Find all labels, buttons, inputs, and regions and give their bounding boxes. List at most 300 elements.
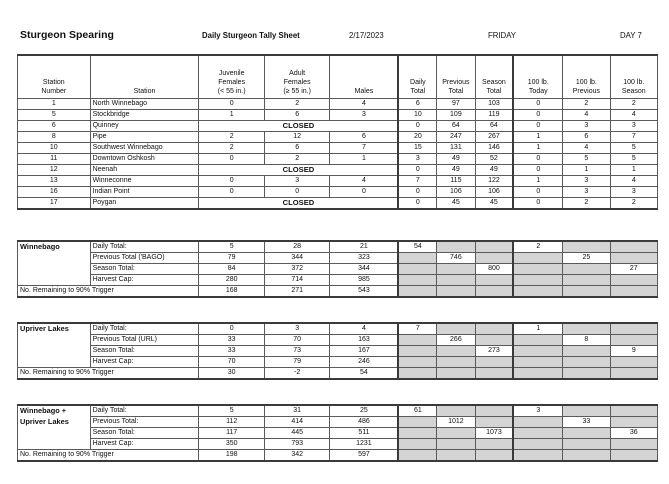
shaded-cell — [513, 417, 562, 428]
shaded-cell — [513, 335, 562, 346]
remaining-males-cell: 597 — [330, 450, 399, 462]
lb-today-cell: 0 — [513, 110, 562, 121]
shaded-cell — [563, 264, 610, 275]
header-station-number: Station Number — [18, 55, 91, 99]
station-number-cell: 6 — [18, 121, 91, 132]
group-name-cell — [18, 275, 91, 286]
remaining-juvenile-cell: 30 — [199, 368, 265, 380]
station-number-cell: 12 — [18, 165, 91, 176]
remaining-adult-cell: -2 — [264, 368, 330, 380]
males-cell: 7 — [330, 143, 399, 154]
shaded-cell — [437, 323, 475, 335]
remaining-label-cell: No. Remaining to 90% Trigger — [18, 450, 199, 462]
group-previous-total: 266 — [437, 335, 475, 346]
shaded-cell — [610, 286, 657, 298]
remaining-adult-cell: 342 — [264, 450, 330, 462]
shaded-cell — [563, 357, 610, 368]
group-daily-total: 61 — [398, 405, 436, 417]
shaded-cell — [563, 323, 610, 335]
shaded-cell — [437, 357, 475, 368]
daily-total-cell: 7 — [398, 176, 436, 187]
shaded-cell — [610, 357, 657, 368]
station-number-cell: 5 — [18, 110, 91, 121]
adult-females-cell: 6 — [264, 143, 330, 154]
lb-today-cell: 0 — [513, 121, 562, 132]
lb-previous-cell: 2 — [563, 99, 610, 110]
remaining-adult-cell: 271 — [264, 286, 330, 298]
juvenile-females-cell: 0 — [199, 99, 265, 110]
group-lb-previous: 33 — [563, 417, 610, 428]
lb-today-cell: 1 — [513, 176, 562, 187]
lb-previous-cell: 4 — [563, 143, 610, 154]
season-total-cell: 64 — [475, 121, 513, 132]
summary-juvenile-cell: 112 — [199, 417, 265, 428]
summary-label-cell: Previous Total (URL) — [90, 335, 199, 346]
juvenile-females-cell: 1 — [199, 110, 265, 121]
lb-previous-cell: 3 — [563, 121, 610, 132]
shaded-cell — [513, 286, 562, 298]
daily-total-cell: 3 — [398, 154, 436, 165]
station-number-cell: 11 — [18, 154, 91, 165]
header-100lb-season: 100 lb. Season — [610, 55, 657, 99]
station-name-cell: Stockbridge — [90, 110, 199, 121]
summary-juvenile-cell: 280 — [199, 275, 265, 286]
station-row — [18, 99, 658, 110]
lb-season-cell: 1 — [610, 165, 657, 176]
season-total-cell: 119 — [475, 110, 513, 121]
males-cell: 1 — [330, 154, 399, 165]
shaded-cell — [563, 450, 610, 462]
previous-total-cell: 97 — [437, 99, 475, 110]
daily-total-cell: 0 — [398, 121, 436, 132]
station-number-cell: 1 — [18, 99, 91, 110]
summary-males-cell: 163 — [330, 335, 399, 346]
group-name-cell — [18, 439, 91, 450]
summary-label-cell: Daily Total: — [90, 323, 199, 335]
summary-row — [18, 428, 658, 439]
station-number-cell: 13 — [18, 176, 91, 187]
summary-males-cell: 21 — [330, 241, 399, 253]
shaded-cell — [475, 417, 513, 428]
shaded-cell — [437, 439, 475, 450]
summary-row — [18, 275, 658, 286]
station-number-cell: 16 — [18, 187, 91, 198]
adult-females-cell: 0 — [264, 187, 330, 198]
shaded-cell — [610, 275, 657, 286]
shaded-cell — [398, 275, 436, 286]
summary-males-cell: 167 — [330, 346, 399, 357]
station-name-cell: Winneconne — [90, 176, 199, 187]
shaded-cell — [610, 241, 657, 253]
group-name-cell — [18, 253, 91, 264]
shaded-cell — [513, 275, 562, 286]
station-row — [18, 132, 658, 143]
summary-juvenile-cell: 84 — [199, 264, 265, 275]
summary-row — [18, 241, 658, 253]
shaded-cell — [563, 405, 610, 417]
station-closed-cell: CLOSED — [199, 198, 399, 210]
summary-juvenile-cell: 350 — [199, 439, 265, 450]
daily-total-cell: 6 — [398, 99, 436, 110]
summary-label-cell: Previous Total ('BAGO) — [90, 253, 199, 264]
group-lb-today: 1 — [513, 323, 562, 335]
station-row — [18, 165, 658, 176]
lb-season-cell: 3 — [610, 187, 657, 198]
summary-juvenile-cell: 33 — [199, 346, 265, 357]
previous-total-cell: 49 — [437, 165, 475, 176]
station-name-cell: Southwest Winnebago — [90, 143, 199, 154]
previous-total-cell: 109 — [437, 110, 475, 121]
juvenile-females-cell: 0 — [199, 176, 265, 187]
remaining-row — [18, 286, 658, 298]
season-total-cell: 49 — [475, 165, 513, 176]
station-row — [18, 198, 658, 210]
group-season-total: 800 — [475, 264, 513, 275]
station-number-cell: 10 — [18, 143, 91, 154]
group-daily-total: 7 — [398, 323, 436, 335]
group-name-cell: Winnebago + — [18, 405, 91, 417]
season-total-cell: 267 — [475, 132, 513, 143]
group-daily-total: 54 — [398, 241, 436, 253]
daily-total-cell: 20 — [398, 132, 436, 143]
shaded-cell — [437, 264, 475, 275]
lb-today-cell: 0 — [513, 165, 562, 176]
lb-season-cell: 5 — [610, 143, 657, 154]
header-adult: Adult Females (≥ 55 in.) — [264, 55, 330, 99]
shaded-cell — [475, 323, 513, 335]
lb-previous-cell: 5 — [563, 154, 610, 165]
previous-total-cell: 131 — [437, 143, 475, 154]
shaded-cell — [398, 368, 436, 380]
daily-total-cell: 0 — [398, 198, 436, 210]
header-station: Station — [90, 55, 199, 99]
shaded-cell — [398, 439, 436, 450]
header-previous-total: Previous Total — [437, 55, 475, 99]
summary-row — [18, 405, 658, 417]
lb-today-cell: 1 — [513, 143, 562, 154]
summary-row — [18, 323, 658, 335]
lb-season-cell: 5 — [610, 154, 657, 165]
station-name-cell: Neenah — [90, 165, 199, 176]
group-name-cell — [18, 335, 91, 346]
sheet-name: Daily Sturgeon Tally Sheet — [202, 31, 300, 40]
summary-males-cell: 246 — [330, 357, 399, 368]
summary-table-combined — [17, 404, 658, 462]
shaded-cell — [513, 368, 562, 380]
shaded-cell — [563, 368, 610, 380]
remaining-juvenile-cell: 168 — [199, 286, 265, 298]
summary-row — [18, 417, 658, 428]
sheet-weekday: FRIDAY — [488, 31, 517, 40]
shaded-cell — [475, 253, 513, 264]
summary-juvenile-cell: 33 — [199, 335, 265, 346]
shaded-cell — [610, 323, 657, 335]
summary-juvenile-cell: 5 — [199, 405, 265, 417]
group-name-cell: Upriver Lakes — [18, 417, 91, 428]
lb-today-cell: 0 — [513, 99, 562, 110]
lb-season-cell: 7 — [610, 132, 657, 143]
group-name-cell: Upriver Lakes — [18, 323, 91, 335]
shaded-cell — [475, 241, 513, 253]
summary-label-cell: Previous Total: — [90, 417, 199, 428]
summary-males-cell: 1231 — [330, 439, 399, 450]
previous-total-cell: 49 — [437, 154, 475, 165]
shaded-cell — [513, 428, 562, 439]
group-season-total: 273 — [475, 346, 513, 357]
lb-today-cell: 1 — [513, 132, 562, 143]
summary-row — [18, 335, 658, 346]
summary-males-cell: 511 — [330, 428, 399, 439]
shaded-cell — [475, 439, 513, 450]
station-row — [18, 176, 658, 187]
summary-label-cell: Season Total: — [90, 264, 199, 275]
shaded-cell — [563, 439, 610, 450]
group-lb-today: 3 — [513, 405, 562, 417]
shaded-cell — [475, 368, 513, 380]
shaded-cell — [610, 335, 657, 346]
station-row — [18, 154, 658, 165]
lb-season-cell: 3 — [610, 121, 657, 132]
summary-label-cell: Daily Total: — [90, 405, 199, 417]
lb-previous-cell: 1 — [563, 165, 610, 176]
shaded-cell — [437, 450, 475, 462]
summary-label-cell: Harvest Cap: — [90, 275, 199, 286]
summary-adult-cell: 344 — [264, 253, 330, 264]
shaded-cell — [398, 417, 436, 428]
summary-males-cell: 985 — [330, 275, 399, 286]
shaded-cell — [398, 450, 436, 462]
summary-row — [18, 357, 658, 368]
shaded-cell — [475, 405, 513, 417]
station-row — [18, 110, 658, 121]
summary-adult-cell: 28 — [264, 241, 330, 253]
remaining-males-cell: 543 — [330, 286, 399, 298]
station-name-cell: Poygan — [90, 198, 199, 210]
males-cell: 3 — [330, 110, 399, 121]
shaded-cell — [398, 286, 436, 298]
lb-previous-cell: 2 — [563, 198, 610, 210]
summary-males-cell: 323 — [330, 253, 399, 264]
juvenile-females-cell: 2 — [199, 143, 265, 154]
summary-juvenile-cell: 5 — [199, 241, 265, 253]
summary-males-cell: 486 — [330, 417, 399, 428]
lb-season-cell: 2 — [610, 99, 657, 110]
group-name-cell: Winnebago — [18, 241, 91, 253]
season-total-cell: 122 — [475, 176, 513, 187]
shaded-cell — [475, 357, 513, 368]
station-number-cell: 17 — [18, 198, 91, 210]
summary-row — [18, 264, 658, 275]
group-name-cell — [18, 428, 91, 439]
summary-row — [18, 439, 658, 450]
shaded-cell — [610, 450, 657, 462]
shaded-cell — [475, 275, 513, 286]
shaded-cell — [610, 417, 657, 428]
previous-total-cell: 106 — [437, 187, 475, 198]
summary-table-winnebago — [17, 240, 658, 298]
shaded-cell — [437, 405, 475, 417]
group-name-cell — [18, 357, 91, 368]
group-lb-season: 9 — [610, 346, 657, 357]
summary-label-cell: Daily Total: — [90, 241, 199, 253]
shaded-cell — [513, 253, 562, 264]
lb-today-cell: 0 — [513, 198, 562, 210]
adult-females-cell: 12 — [264, 132, 330, 143]
remaining-label-cell: No. Remaining to 90% Trigger — [18, 368, 199, 380]
juvenile-females-cell: 0 — [199, 187, 265, 198]
summary-males-cell: 25 — [330, 405, 399, 417]
season-total-cell: 103 — [475, 99, 513, 110]
group-lb-today: 2 — [513, 241, 562, 253]
group-season-total: 1073 — [475, 428, 513, 439]
header-males: Males — [330, 55, 399, 99]
males-cell: 0 — [330, 187, 399, 198]
remaining-label-cell: No. Remaining to 90% Trigger — [18, 286, 199, 298]
remaining-juvenile-cell: 198 — [199, 450, 265, 462]
summary-adult-cell: 31 — [264, 405, 330, 417]
summary-adult-cell: 445 — [264, 428, 330, 439]
shaded-cell — [610, 405, 657, 417]
station-closed-cell: CLOSED — [199, 121, 399, 132]
group-lb-previous: 25 — [563, 253, 610, 264]
station-name-cell: Quinney — [90, 121, 199, 132]
season-total-cell: 52 — [475, 154, 513, 165]
season-total-cell: 45 — [475, 198, 513, 210]
station-tally-table — [17, 54, 658, 210]
station-row — [18, 143, 658, 154]
summary-juvenile-cell: 0 — [199, 323, 265, 335]
header-juvenile: Juvenile Females (< 55 in.) — [199, 55, 265, 99]
summary-adult-cell: 793 — [264, 439, 330, 450]
shaded-cell — [437, 241, 475, 253]
daily-total-cell: 0 — [398, 165, 436, 176]
station-name-cell: Indian Point — [90, 187, 199, 198]
shaded-cell — [513, 264, 562, 275]
header-daily-total: Daily Total — [398, 55, 436, 99]
shaded-cell — [398, 264, 436, 275]
remaining-row — [18, 368, 658, 380]
lb-season-cell: 2 — [610, 198, 657, 210]
summary-label-cell: Harvest Cap: — [90, 357, 199, 368]
shaded-cell — [398, 346, 436, 357]
shaded-cell — [398, 428, 436, 439]
summary-adult-cell: 79 — [264, 357, 330, 368]
summary-males-cell: 4 — [330, 323, 399, 335]
lb-previous-cell: 3 — [563, 176, 610, 187]
juvenile-females-cell: 2 — [199, 132, 265, 143]
adult-females-cell: 3 — [264, 176, 330, 187]
shaded-cell — [610, 253, 657, 264]
shaded-cell — [475, 450, 513, 462]
summary-row — [18, 346, 658, 357]
station-closed-cell: CLOSED — [199, 165, 399, 176]
males-cell: 6 — [330, 132, 399, 143]
header-100lb-today: 100 lb. Today — [513, 55, 562, 99]
shaded-cell — [563, 275, 610, 286]
group-previous-total: 1012 — [437, 417, 475, 428]
daily-total-cell: 0 — [398, 187, 436, 198]
sheet-date: 2/17/2023 — [349, 31, 384, 40]
season-total-cell: 146 — [475, 143, 513, 154]
shaded-cell — [513, 357, 562, 368]
previous-total-cell: 45 — [437, 198, 475, 210]
summary-adult-cell: 414 — [264, 417, 330, 428]
shaded-cell — [437, 428, 475, 439]
summary-table-upriver-lakes — [17, 322, 658, 380]
lb-today-cell: 0 — [513, 154, 562, 165]
previous-total-cell: 64 — [437, 121, 475, 132]
shaded-cell — [475, 286, 513, 298]
summary-juvenile-cell: 70 — [199, 357, 265, 368]
lb-season-cell: 4 — [610, 176, 657, 187]
station-row — [18, 187, 658, 198]
remaining-males-cell: 54 — [330, 368, 399, 380]
summary-label-cell: Harvest Cap: — [90, 439, 199, 450]
station-name-cell: Downtown Oshkosh — [90, 154, 199, 165]
lb-previous-cell: 3 — [563, 187, 610, 198]
shaded-cell — [437, 346, 475, 357]
station-name-cell: North Winnebago — [90, 99, 199, 110]
daily-total-cell: 15 — [398, 143, 436, 154]
juvenile-females-cell: 0 — [199, 154, 265, 165]
shaded-cell — [437, 368, 475, 380]
station-row — [18, 121, 658, 132]
adult-females-cell: 2 — [264, 99, 330, 110]
summary-juvenile-cell: 79 — [199, 253, 265, 264]
header-season-total: Season Total — [475, 55, 513, 99]
shaded-cell — [437, 286, 475, 298]
summary-adult-cell: 70 — [264, 335, 330, 346]
summary-label-cell: Season Total: — [90, 346, 199, 357]
shaded-cell — [513, 450, 562, 462]
shaded-cell — [563, 286, 610, 298]
shaded-cell — [513, 439, 562, 450]
summary-males-cell: 344 — [330, 264, 399, 275]
lb-previous-cell: 4 — [563, 110, 610, 121]
group-name-cell — [18, 264, 91, 275]
summary-adult-cell: 73 — [264, 346, 330, 357]
shaded-cell — [610, 439, 657, 450]
station-name-cell: Pipe — [90, 132, 199, 143]
males-cell: 4 — [330, 176, 399, 187]
shaded-cell — [398, 253, 436, 264]
shaded-cell — [437, 275, 475, 286]
shaded-cell — [610, 368, 657, 380]
lb-previous-cell: 6 — [563, 132, 610, 143]
summary-juvenile-cell: 117 — [199, 428, 265, 439]
adult-females-cell: 6 — [264, 110, 330, 121]
summary-label-cell: Season Total: — [90, 428, 199, 439]
shaded-cell — [475, 335, 513, 346]
station-number-cell: 8 — [18, 132, 91, 143]
summary-adult-cell: 372 — [264, 264, 330, 275]
header-100lb-previous: 100 lb. Previous — [563, 55, 610, 99]
daily-total-cell: 10 — [398, 110, 436, 121]
shaded-cell — [513, 346, 562, 357]
group-lb-previous: 8 — [563, 335, 610, 346]
sheet-day-label: DAY 7 — [620, 31, 642, 40]
sheet-title: Sturgeon Spearing — [20, 29, 114, 41]
group-lb-season: 36 — [610, 428, 657, 439]
shaded-cell — [563, 428, 610, 439]
column-header-row — [18, 55, 658, 99]
lb-today-cell: 0 — [513, 187, 562, 198]
males-cell: 4 — [330, 99, 399, 110]
shaded-cell — [398, 335, 436, 346]
shaded-cell — [563, 241, 610, 253]
adult-females-cell: 2 — [264, 154, 330, 165]
season-total-cell: 106 — [475, 187, 513, 198]
